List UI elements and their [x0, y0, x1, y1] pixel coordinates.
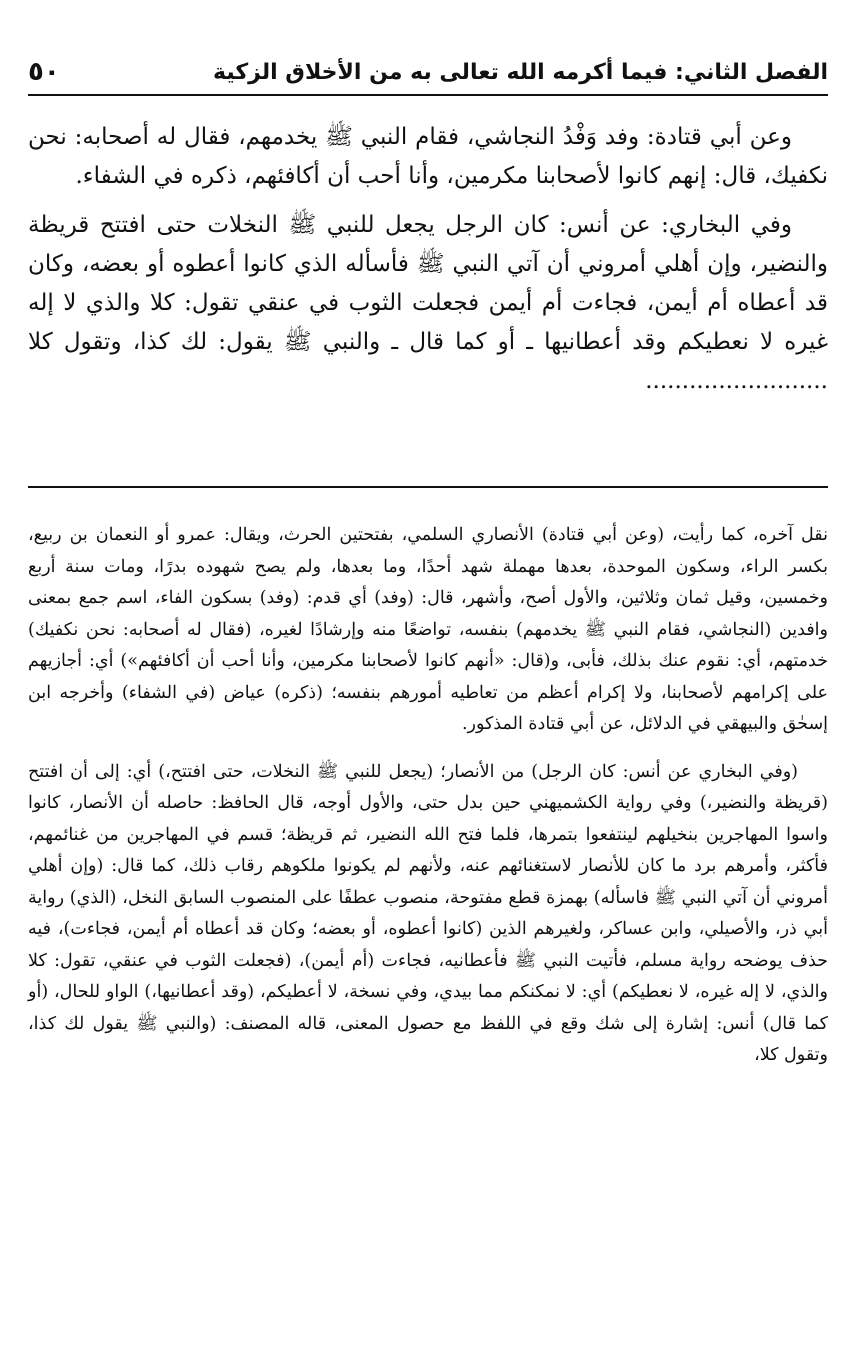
- chapter-title: الفصل الثاني: فيما أكرمه الله تعالى به من الأخلاق الزكية: [213, 59, 828, 85]
- main-text-paragraph: [28, 118, 828, 196]
- commentary-paragraph-1: نقل آخره، كما رأيت، (وعن أبي قتادة) الأنصاري السلمي، بفتحتين الحرث، ويقال: عمرو أو النعمان بن ربيع، بكسر الراء، وسكون الموحدة، بعدها مهملة شهد أحدًا، وما بعدها، ولم يصح شهوده بدرًا، ومات سنة أربع وخمسين، وقيل ثمان وثلاثين، والأول أصح، وأشهر، قال: (وفد) أي قدم: (وفد) بسكون الفاء، اسم جمع بمعنى وافدين (النجاشي، فقام النبي ﷺ يخدمهم) بنفسه، تواضعًا منه وإرشادًا لغيره، (فقال له أصحابه: نحن نكفيك) خدمتهم، أي: نقوم عنك بذلك، فأبى، و(قال: «أنهم كانوا لأصحابنا مكرمين، وأنا أحب أن أكافئهم») أي: أجازيهم على إكرامهم لأصحابنا، ولا إكرام أعظم من تعاطيه أمورهم بنفسه؛ (ذكره) عياض (في الشفاء) وأخرجه ابن إسحٰق والبيهقي في الدلائل، عن أبي قتادة المذكور.: [28, 525, 828, 734]
- main-text: [28, 118, 828, 411]
- main-text-paragraph-1: وعن أبي قتادة: وفد وَفْدُ النجاشي، فقام النبي ﷺ يخدمهم، فقال له أصحابه: نحن نكفيك، قال: إنهم كانوا لأصحابنا مكرمين، وأنا أحب أن أكافئهم، ذكره في الشفاء.: [28, 124, 828, 189]
- main-text-paragraph: [28, 206, 828, 401]
- main-text-paragraph-2: وفي البخاري: عن أنس: كان الرجل يجعل للنبي ﷺ النخلات حتى افتتح قريظة والنضير، وإن أهلي أمروني أن آتي النبي ﷺ فأسأله الذي كانوا أعطوه أو بعضه، وكان قد أعطاه أم أيمن، فجاءت أم أيمن فجعلت الثوب في عنقي تقول: كلا والذي لا إله غيره لا نعطيكم وقد أعطانيها ـ أو كما قال ـ والنبي ﷺ يقول: لك كذا، وتقول كلا: [28, 212, 828, 355]
- document-page: [28, 0, 828, 1360]
- commentary-divider: [28, 486, 828, 488]
- page-header: [28, 50, 828, 94]
- continuation-dots: .........................: [645, 368, 828, 394]
- page-number: ٥٠: [28, 57, 60, 87]
- commentary-text: [28, 520, 828, 1088]
- header-divider: [28, 94, 828, 96]
- commentary-paragraph-2: (وفي البخاري عن أنس: كان الرجل) من الأنصار؛ (يجعل للنبي ﷺ النخلات، حتى افتتح،) أي: إلى أن افتتح (قريظة والنضير،) وفي رواية الكشميهني حين بدل حتى، والأول أوجه، قال الحافظ: حاصله أن الأنصار، كانوا واسوا المهاجرين بنخيلهم لينتفعوا بتمرها، فلما فتح الله النضير، ثم قريظة؛ قسم في المهاجرين من غنائمهم، فأكثر، وأمرهم برد ما كان للأنصار لاستغنائهم عنه، ولأنهم لم يكونوا ملكوهم رقاب ذلك، كما قال: (وإن أهلي أمروني أن آتي النبي ﷺ فاسأله) بهمزة قطع مفتوحة، منصوب عطفًا على المنصوب السابق النخل، (الذي) رواية أبي ذر، والأصيلي، وابن عساكر، ولغيرهم الذين (كانوا أعطوه، أو بعضه؛ وكان قد أعطاه أم أيمن، فجاءت)، فيه حذف يوضحه رواية مسلم، فأتيت النبي ﷺ فأعطانيه، فجاءت (أم أيمن)، (فجعلت الثوب في عنقي، تقول: كلا والذي، لا إله غيره، لا نعطيكم) أي: لا نمكنكم مما بيدي، وفي نسخة، لا أعطيكم، (وقد أعطانيها،) الواو للحال، (أو كما قال) أنس: إشارة إلى شك وقع في اللفظ مع حصول المعنى، قاله المصنف: (والنبي ﷺ يقول لك كذا، وتقول كلا،: [28, 761, 828, 1065]
